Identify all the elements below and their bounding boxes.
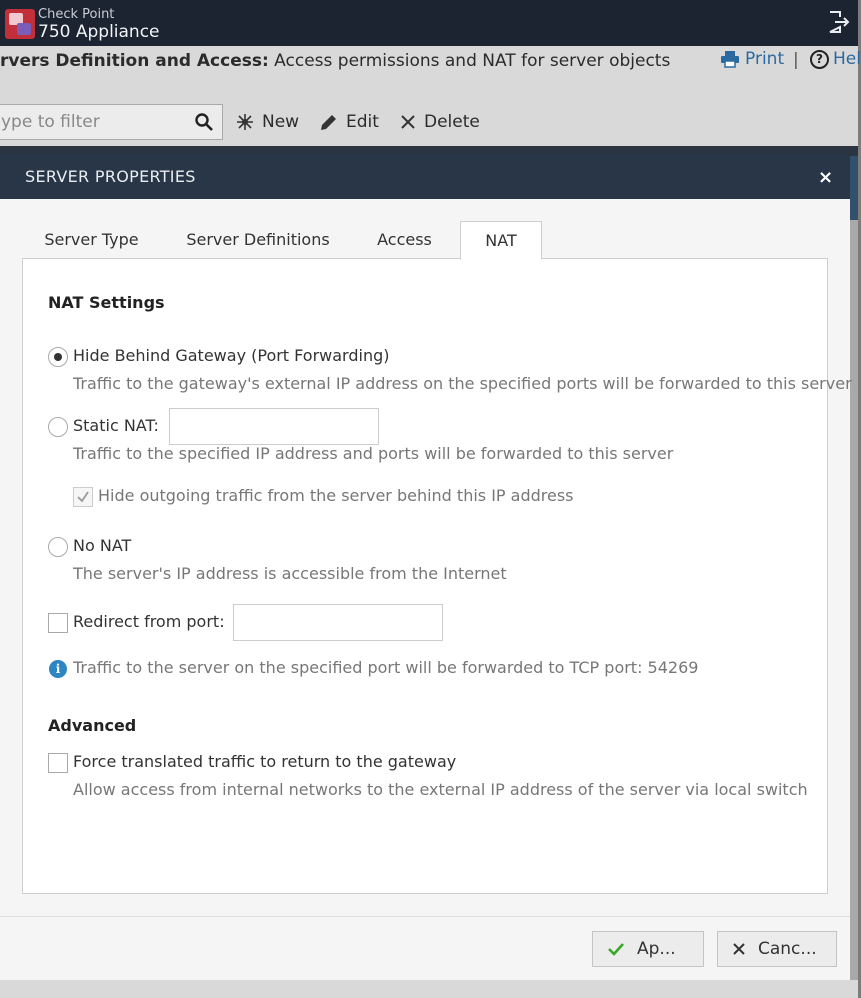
hide-outgoing-label: Hide outgoing traffic from the server behind this IP address xyxy=(98,486,574,505)
static-nat-radio[interactable] xyxy=(48,417,68,437)
new-button[interactable] xyxy=(236,112,299,132)
brand-vendor: Check Point xyxy=(38,7,115,22)
cancel-icon xyxy=(732,942,746,956)
info-icon: i xyxy=(49,660,67,678)
redirect-port-label: Redirect from port: xyxy=(73,612,225,631)
no-nat-radio[interactable] xyxy=(48,537,68,557)
nat-settings-heading: NAT Settings xyxy=(48,293,165,312)
redirect-port-input[interactable] xyxy=(233,604,443,641)
redirect-info-text: Traffic to the server on the specified port will be forwarded to TCP port: 54269 xyxy=(73,658,699,677)
tab-server-type[interactable]: Server Type xyxy=(44,230,139,249)
page-title-rest: Access permissions and NAT for server objects xyxy=(268,51,671,71)
tab-access[interactable]: Access xyxy=(377,230,432,249)
print-label: Print xyxy=(745,49,785,69)
edit-button[interactable] xyxy=(319,112,379,132)
search-icon[interactable] xyxy=(195,113,213,131)
static-nat-ip-input[interactable] xyxy=(169,408,379,445)
edit-label: Edit xyxy=(346,112,379,132)
hide-outgoing-checkbox[interactable] xyxy=(73,487,93,507)
help-link[interactable] xyxy=(810,49,861,69)
static-nat-desc: Traffic to the specified IP address and ports will be forwarded to this server xyxy=(73,444,674,463)
new-icon xyxy=(236,113,254,131)
help-icon: ? xyxy=(810,50,829,69)
print-link[interactable] xyxy=(721,49,784,69)
dialog-footer-divider xyxy=(0,916,850,917)
grid-scroll-area xyxy=(850,220,858,980)
page-title-bold: rvers Definition and Access: xyxy=(0,51,269,71)
hide-behind-gateway-radio[interactable] xyxy=(48,347,68,367)
no-nat-label: No NAT xyxy=(73,536,132,555)
cancel-button[interactable] xyxy=(717,931,837,967)
force-return-desc: Allow access from internal networks to the external IP address of the server via local switch xyxy=(73,780,808,799)
delete-label: Delete xyxy=(424,112,480,132)
print-icon xyxy=(721,51,739,67)
delete-button[interactable] xyxy=(400,112,480,132)
filter-input[interactable] xyxy=(0,105,187,139)
logout-icon[interactable] xyxy=(826,10,850,34)
filter-box xyxy=(0,104,223,140)
new-label: New xyxy=(262,112,300,132)
page-title xyxy=(0,51,670,71)
static-nat-label: Static NAT: xyxy=(73,416,159,435)
header-separator: | xyxy=(793,50,799,70)
checkmark-icon xyxy=(607,942,625,956)
server-properties-dialog xyxy=(0,154,850,980)
grid-selected-row xyxy=(850,156,858,220)
checkmark-icon xyxy=(74,488,92,506)
tab-nat[interactable]: NAT xyxy=(460,221,542,260)
no-nat-desc: The server's IP address is accessible from the Internet xyxy=(73,564,507,583)
edit-icon xyxy=(319,113,338,132)
app-logo xyxy=(5,9,35,39)
force-return-label: Force translated traffic to return to the gateway xyxy=(73,752,457,771)
dialog-title: SERVER PROPERTIES xyxy=(25,167,196,186)
nat-panel xyxy=(22,258,852,894)
advanced-heading: Advanced xyxy=(48,716,137,735)
apply-label: Ap... xyxy=(637,939,676,959)
dialog-header xyxy=(0,154,850,199)
force-return-checkbox[interactable] xyxy=(48,753,68,773)
cancel-label: Canc... xyxy=(758,939,817,959)
hide-behind-gateway-desc: Traffic to the gateway's external IP address on the specified ports will be forwarded to this server xyxy=(73,374,852,393)
delete-icon xyxy=(400,114,416,130)
apply-button[interactable] xyxy=(592,931,704,967)
hide-behind-gateway-label: Hide Behind Gateway (Port Forwarding) xyxy=(73,346,390,365)
close-icon[interactable]: × xyxy=(818,167,834,188)
tab-server-definitions[interactable]: Server Definitions xyxy=(186,230,330,249)
top-bar xyxy=(0,0,858,46)
help-label: Hel xyxy=(833,49,861,69)
brand-product: 750 Appliance xyxy=(38,22,160,42)
redirect-port-checkbox[interactable] xyxy=(48,613,68,633)
